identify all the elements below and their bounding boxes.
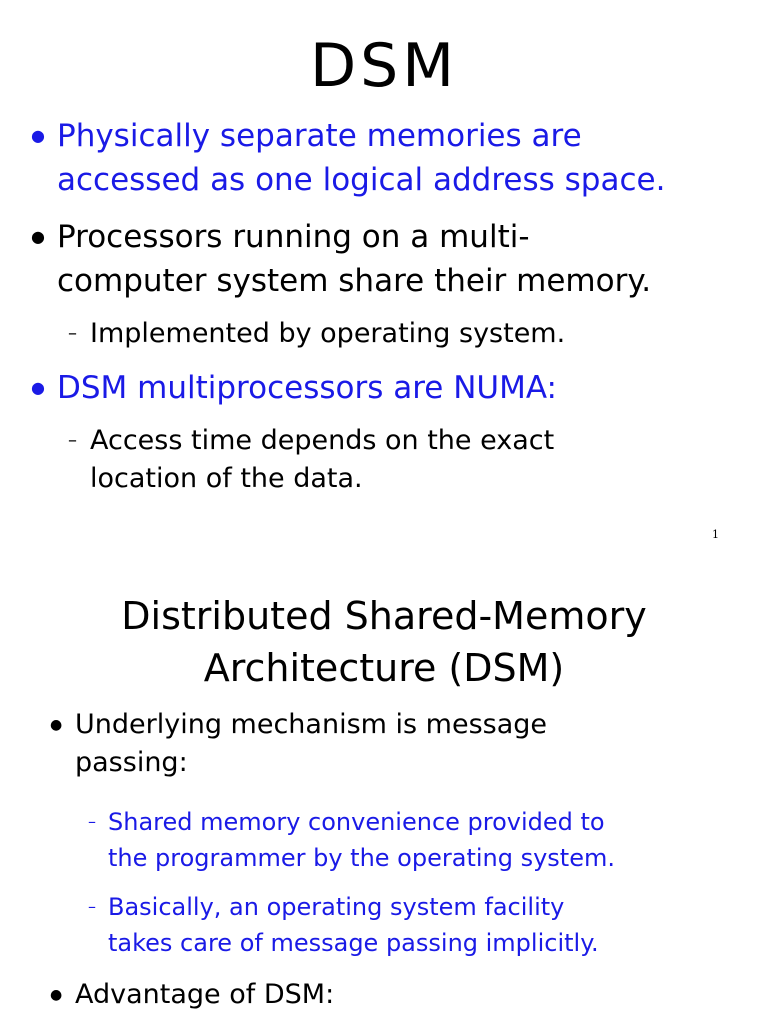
- bullet-text-line: passing:: [75, 747, 188, 778]
- bullet-icon: ●: [31, 227, 45, 246]
- subitem-text-line: Shared memory convenience provided to: [108, 808, 605, 836]
- slide-2-subitem-1: [88, 804, 748, 876]
- slide-1-bullet-2: [31, 215, 762, 303]
- slide-1-subitem-1: [68, 315, 750, 353]
- bullet-text-line: accessed as one logical address space.: [57, 162, 666, 198]
- bullet-icon: ●: [50, 717, 63, 733]
- title-line: Architecture (DSM): [203, 646, 565, 690]
- slide-2-subitem-2: [88, 889, 748, 961]
- dash-icon: –: [68, 430, 77, 451]
- slide-2-bullet-2: [50, 976, 745, 1014]
- subitem-text-line: Basically, an operating system facility: [108, 893, 565, 921]
- bullet-text: Advantage of DSM:: [75, 979, 335, 1010]
- subitem-text-line: Access time depends on the exact: [90, 425, 555, 456]
- slide-2: [0, 560, 768, 1024]
- bullet-text-line: Underlying mechanism is message: [75, 709, 548, 740]
- slide-1-title: DSM: [309, 31, 459, 101]
- bullet-icon: ●: [50, 987, 63, 1003]
- dash-icon: –: [88, 812, 96, 831]
- bullet-text-line: Processors running on a multi-: [57, 219, 530, 255]
- subitem-text-line: location of the data.: [90, 463, 363, 494]
- bullet-text-line: computer system share their memory.: [57, 263, 652, 299]
- bullet-text: DSM multiprocessors are NUMA:: [57, 370, 557, 406]
- dash-icon: –: [88, 897, 96, 916]
- subitem-text: Implemented by operating system.: [90, 318, 566, 349]
- subitem-text-line: the programmer by the operating system.: [108, 844, 615, 872]
- dash-icon: –: [68, 323, 77, 344]
- subitem-text-line: takes care of message passing implicitly.: [108, 929, 599, 957]
- bullet-icon: ●: [31, 126, 45, 145]
- bullet-icon: ●: [31, 378, 45, 397]
- slide-1-subitem-2: [68, 422, 750, 498]
- slide-2-title: [0, 590, 768, 694]
- page-number: 1: [712, 528, 719, 541]
- slide-2-bullet-1: [50, 706, 745, 782]
- slide-1-bullet-3: [31, 366, 762, 410]
- bullet-text-line: Physically separate memories are: [57, 118, 582, 154]
- slide-1-bullet-1: [31, 114, 762, 202]
- title-line: Distributed Shared-Memory: [121, 594, 647, 638]
